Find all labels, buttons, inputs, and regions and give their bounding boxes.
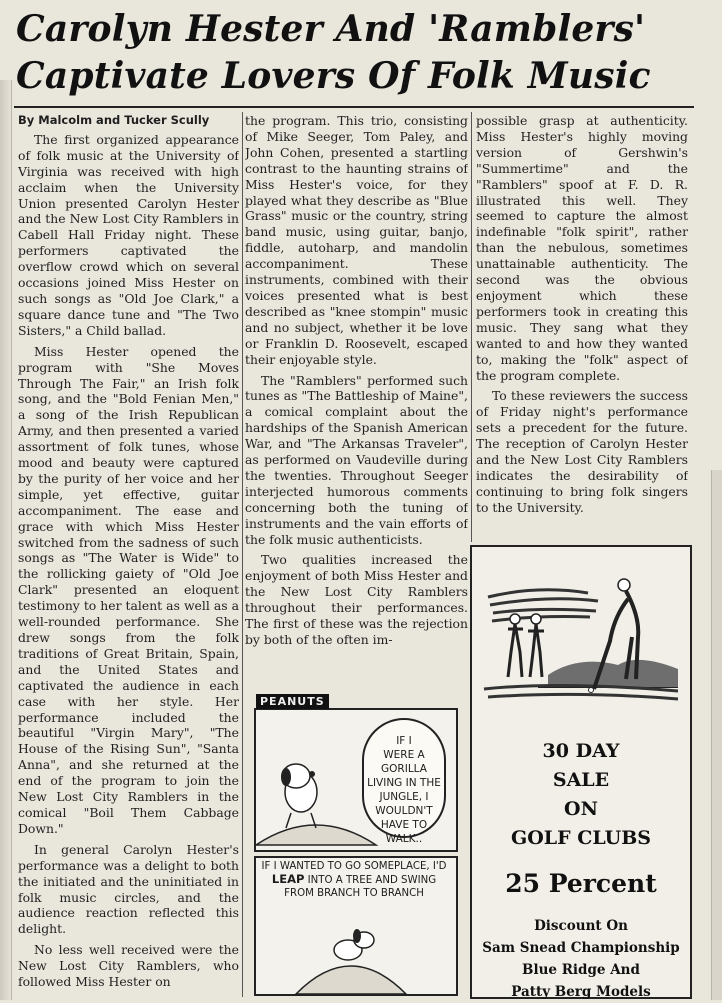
ad-line: Sam Snead Championship bbox=[482, 940, 680, 956]
ad-models-block bbox=[472, 915, 690, 1003]
article-column-3 bbox=[476, 113, 688, 533]
ad-discount-percent: 25 Percent bbox=[505, 869, 657, 898]
byline: By Malcolm and Tucker Scully bbox=[18, 113, 210, 127]
ad-line: Discount On bbox=[534, 918, 628, 934]
comic-panel-2 bbox=[254, 856, 458, 996]
balloon-line: IF I bbox=[396, 735, 412, 747]
balloon-line: WALK.. bbox=[385, 833, 423, 845]
ad-line: SALE bbox=[552, 769, 610, 791]
article-paragraph: possible grasp at authenticity. Miss Hester's highly moving version of Gershwin's "Summertime" and the "Ramblers" spoof at F. D. R. illustrated this well. They seemed to capture the almost indefinable "folk spirit", rather than the nebulous, sometimes unattainable authenticity. The second was the obvious enjoyment which these performers took in creating this music. They sang what they wanted to and how they wanted to, making the "folk" aspect of the program complete. bbox=[476, 113, 688, 383]
ad-line: Blue Ridge And bbox=[522, 962, 640, 978]
headline-line-1: Carolyn Hester And 'Ramblers' bbox=[16, 8, 646, 50]
column-rule-2 bbox=[471, 112, 472, 542]
ad-line: Patty Berg Models bbox=[511, 984, 651, 1000]
balloon-text: INTO A TREE AND SWING FROM BRANCH TO BRANCH bbox=[284, 875, 437, 899]
adjacent-column-edge bbox=[0, 80, 12, 1000]
ad-line: ON bbox=[564, 798, 598, 820]
ad-line: 30 DAY bbox=[542, 740, 620, 762]
headline bbox=[16, 6, 706, 100]
balloon-line: LIVING IN THE bbox=[367, 777, 441, 789]
article-column-1 bbox=[18, 113, 239, 993]
article-paragraph: Miss Hester opened the program with "She Moves Through The Fair," an Irish folk song, and the "Bold Fenian Men," a song of the Irish Republican Army, and then presented a varied assortment of folk tunes, whose mood and beauty were captured by the purity of her voice and her simple, yet effective, guitar accompaniment. The ease and grace with which Miss Hester switched from the sadness of such songs as "The Water is Wide" to the rollicking gaiety of "Old Joe Clark" presented an eloquent testimony to her talent as well as a well-rounded performance. She drew songs from the folk traditions of Great Britain, Spain, and the United States and captivated the audience in each case with her style. Her performance included the beautiful "Virgin Mary", "The House of the Rising Sun", "Santa Anna", and she returned at the end of the program to join the New Lost City Ramblers in the comical "Boil Them Cabbage Down." bbox=[18, 343, 239, 836]
ad-sale-block bbox=[472, 737, 690, 853]
adjacent-column-edge-right bbox=[711, 470, 722, 1000]
headline-rule bbox=[14, 106, 694, 108]
article-paragraph: Two qualities increased the enjoyment of both Miss Hester and the New Lost City Ramblers throughout their performances. The first of these was the rejection by both of the often im- bbox=[245, 552, 468, 647]
balloon-line: JUNGLE, I bbox=[379, 791, 429, 803]
balloon-line: WERE A bbox=[383, 749, 425, 761]
article-paragraph: The "Ramblers" performed such tunes as "The Battleship of Maine", a comical complaint about the hardships of the Spanish American War, and "The Arkansas Traveler", as performed on Vaudeville during the twenties. Throughout Seeger interjected humorous comments concerning both the tuning of instruments and the vain efforts of the folk music authenticists. bbox=[245, 372, 468, 547]
comic-panel-1 bbox=[254, 708, 458, 852]
article-column-2 bbox=[245, 113, 468, 673]
balloon-line: HAVE TO bbox=[380, 819, 428, 831]
article-paragraph: To these reviewers the success of Friday night's performance sets a precedent for the future. The reception of Carolyn Hester and the New Lost City Ramblers indicates the desirability of continuing to bring folk singers to the University. bbox=[476, 388, 688, 515]
headline-line-2: Captivate Lovers Of Folk Music bbox=[16, 55, 651, 97]
balloon-text: IF I WANTED TO GO SOMEPLACE, I'D bbox=[261, 861, 447, 872]
article-paragraph: the program. This trio, consisting of Mike Seeger, Tom Paley, and John Cohen, presented a startling contrast to the haunting strains of Miss Hester's voice, for they played what they describe as "Blue Grass" music or the country, string band music, using guitar, banjo, fiddle, autoharp, and mandolin accompaniment. These instruments, combined with their voices presented what is best described as "knee stompin" music and no subject, whether it be love or Franklin D. Roosevelt, escaped their enjoyable style. bbox=[245, 113, 468, 367]
ad-line: GOLF CLUBS bbox=[510, 827, 652, 849]
article-paragraph: In general Carolyn Hester's performance was a delight to both the initiated and the uninitiated in folk music circles, and the audience reaction reflected this delight. bbox=[18, 841, 239, 937]
column-rule-1 bbox=[242, 112, 243, 997]
golfers-illustration bbox=[478, 557, 682, 707]
balloon-line: GORILLA bbox=[381, 763, 427, 775]
snoopy-doghouse-illustration bbox=[256, 858, 456, 994]
golf-club-advertisement bbox=[470, 545, 692, 999]
balloon-emphasis: LEAP bbox=[271, 872, 305, 886]
article-paragraph: The first organized appearance of folk music at the University of Virginia was received with high acclaim when the University Union presented Carolyn Hester and the New Lost City Ramblers in Cabell Hall Friday night. These performers captivated the overflow crowd which on several occasions joined Miss Hester on such songs as "Old Joe Clark," a square dance tune and "The Two Sisters," a Child ballad. bbox=[18, 131, 239, 338]
article-paragraph: No less well received were the New Lost City Ramblers, who followed Miss Hester on bbox=[18, 942, 239, 990]
speech-balloon-1 bbox=[362, 718, 446, 845]
balloon-line: WOULDN'T bbox=[375, 805, 433, 817]
peanuts-comic bbox=[252, 690, 460, 995]
comic-title: PEANUTS bbox=[256, 694, 329, 709]
